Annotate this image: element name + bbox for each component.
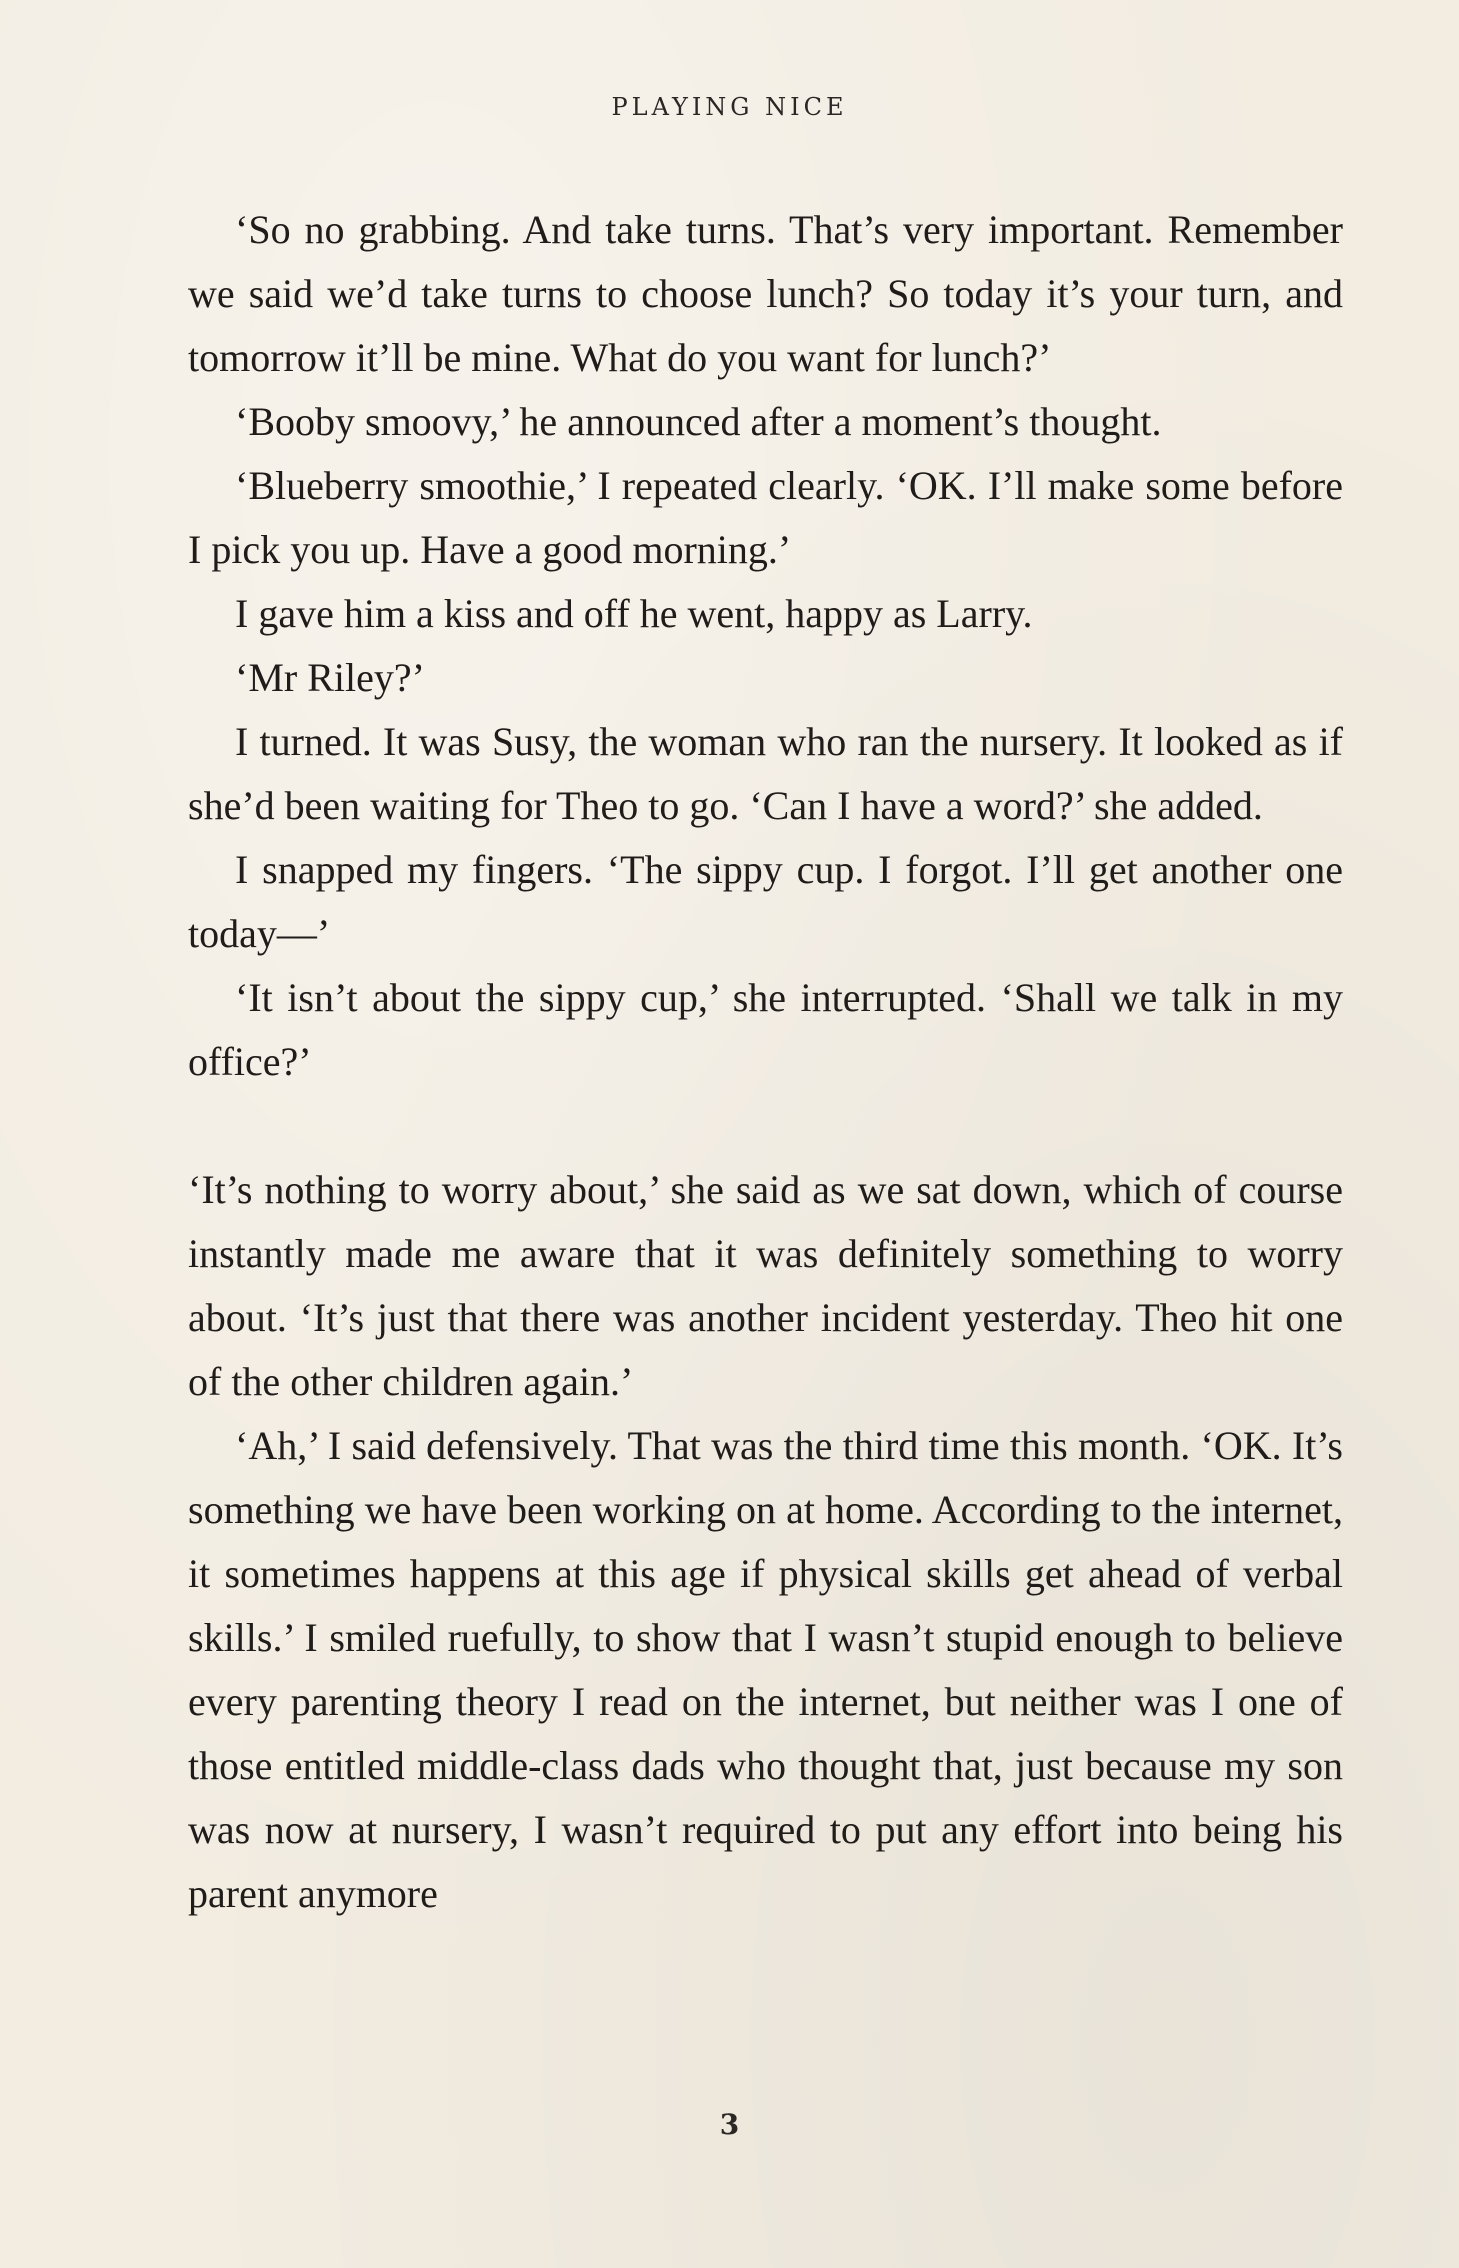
page-number: 3 [719,2108,740,2141]
paragraph: I snapped my fingers. ‘The sippy cup. I forgot. I’ll get another one today—’ [188,847,1343,956]
body-text [188,198,1343,1926]
running-header: PLAYING NICE [611,93,848,121]
section-break [188,1094,1343,1158]
paragraph: ‘It’s nothing to worry about,’ she said as we sat down, which of course instantly made me aware that it was definitely something to worry about. ‘It’s just that there was another incident yesterday. Theo hit one of the other children again.’ [188,1167,1343,1404]
paragraph: ‘Blueberry smoothie,’ I repeated clearly. ‘OK. I’ll make some before I pick you up. Have a good morning.’ [188,463,1343,572]
paragraph: I turned. It was Susy, the woman who ran the nursery. It looked as if she’d been waiting for Theo to go. ‘Can I have a word?’ she added. [188,719,1343,828]
paragraph: ‘So no grabbing. And take turns. That’s very important. Remember we said we’d take turns to choose lunch? So today it’s your turn, and tomorrow it’ll be mine. What do you want for lunch?’ [188,207,1343,380]
paragraph: I gave him a kiss and off he went, happy as Larry. [235,591,1033,636]
paragraph: ‘Ah,’ I said defensively. That was the third time this month. ‘OK. It’s something we have been working on at home. According to the internet, it sometimes happens at this age if physical skills get ahead of verbal skills.’ I smiled ruefully, to show that I wasn’t stupid enough to believe every parenting theory I read on the internet, but neither was I one of those entitled middle-class dads who thought that, just because my son was now at nursery, I wasn’t required to put any effort into being his parent anymore [188,1423,1343,1916]
paragraph: ‘Booby smoovy,’ he announced after a moment’s thought. [235,399,1162,444]
paragraph: ‘Mr Riley?’ [235,655,425,700]
paragraph: ‘It isn’t about the sippy cup,’ she interrupted. ‘Shall we talk in my office?’ [188,975,1343,1084]
